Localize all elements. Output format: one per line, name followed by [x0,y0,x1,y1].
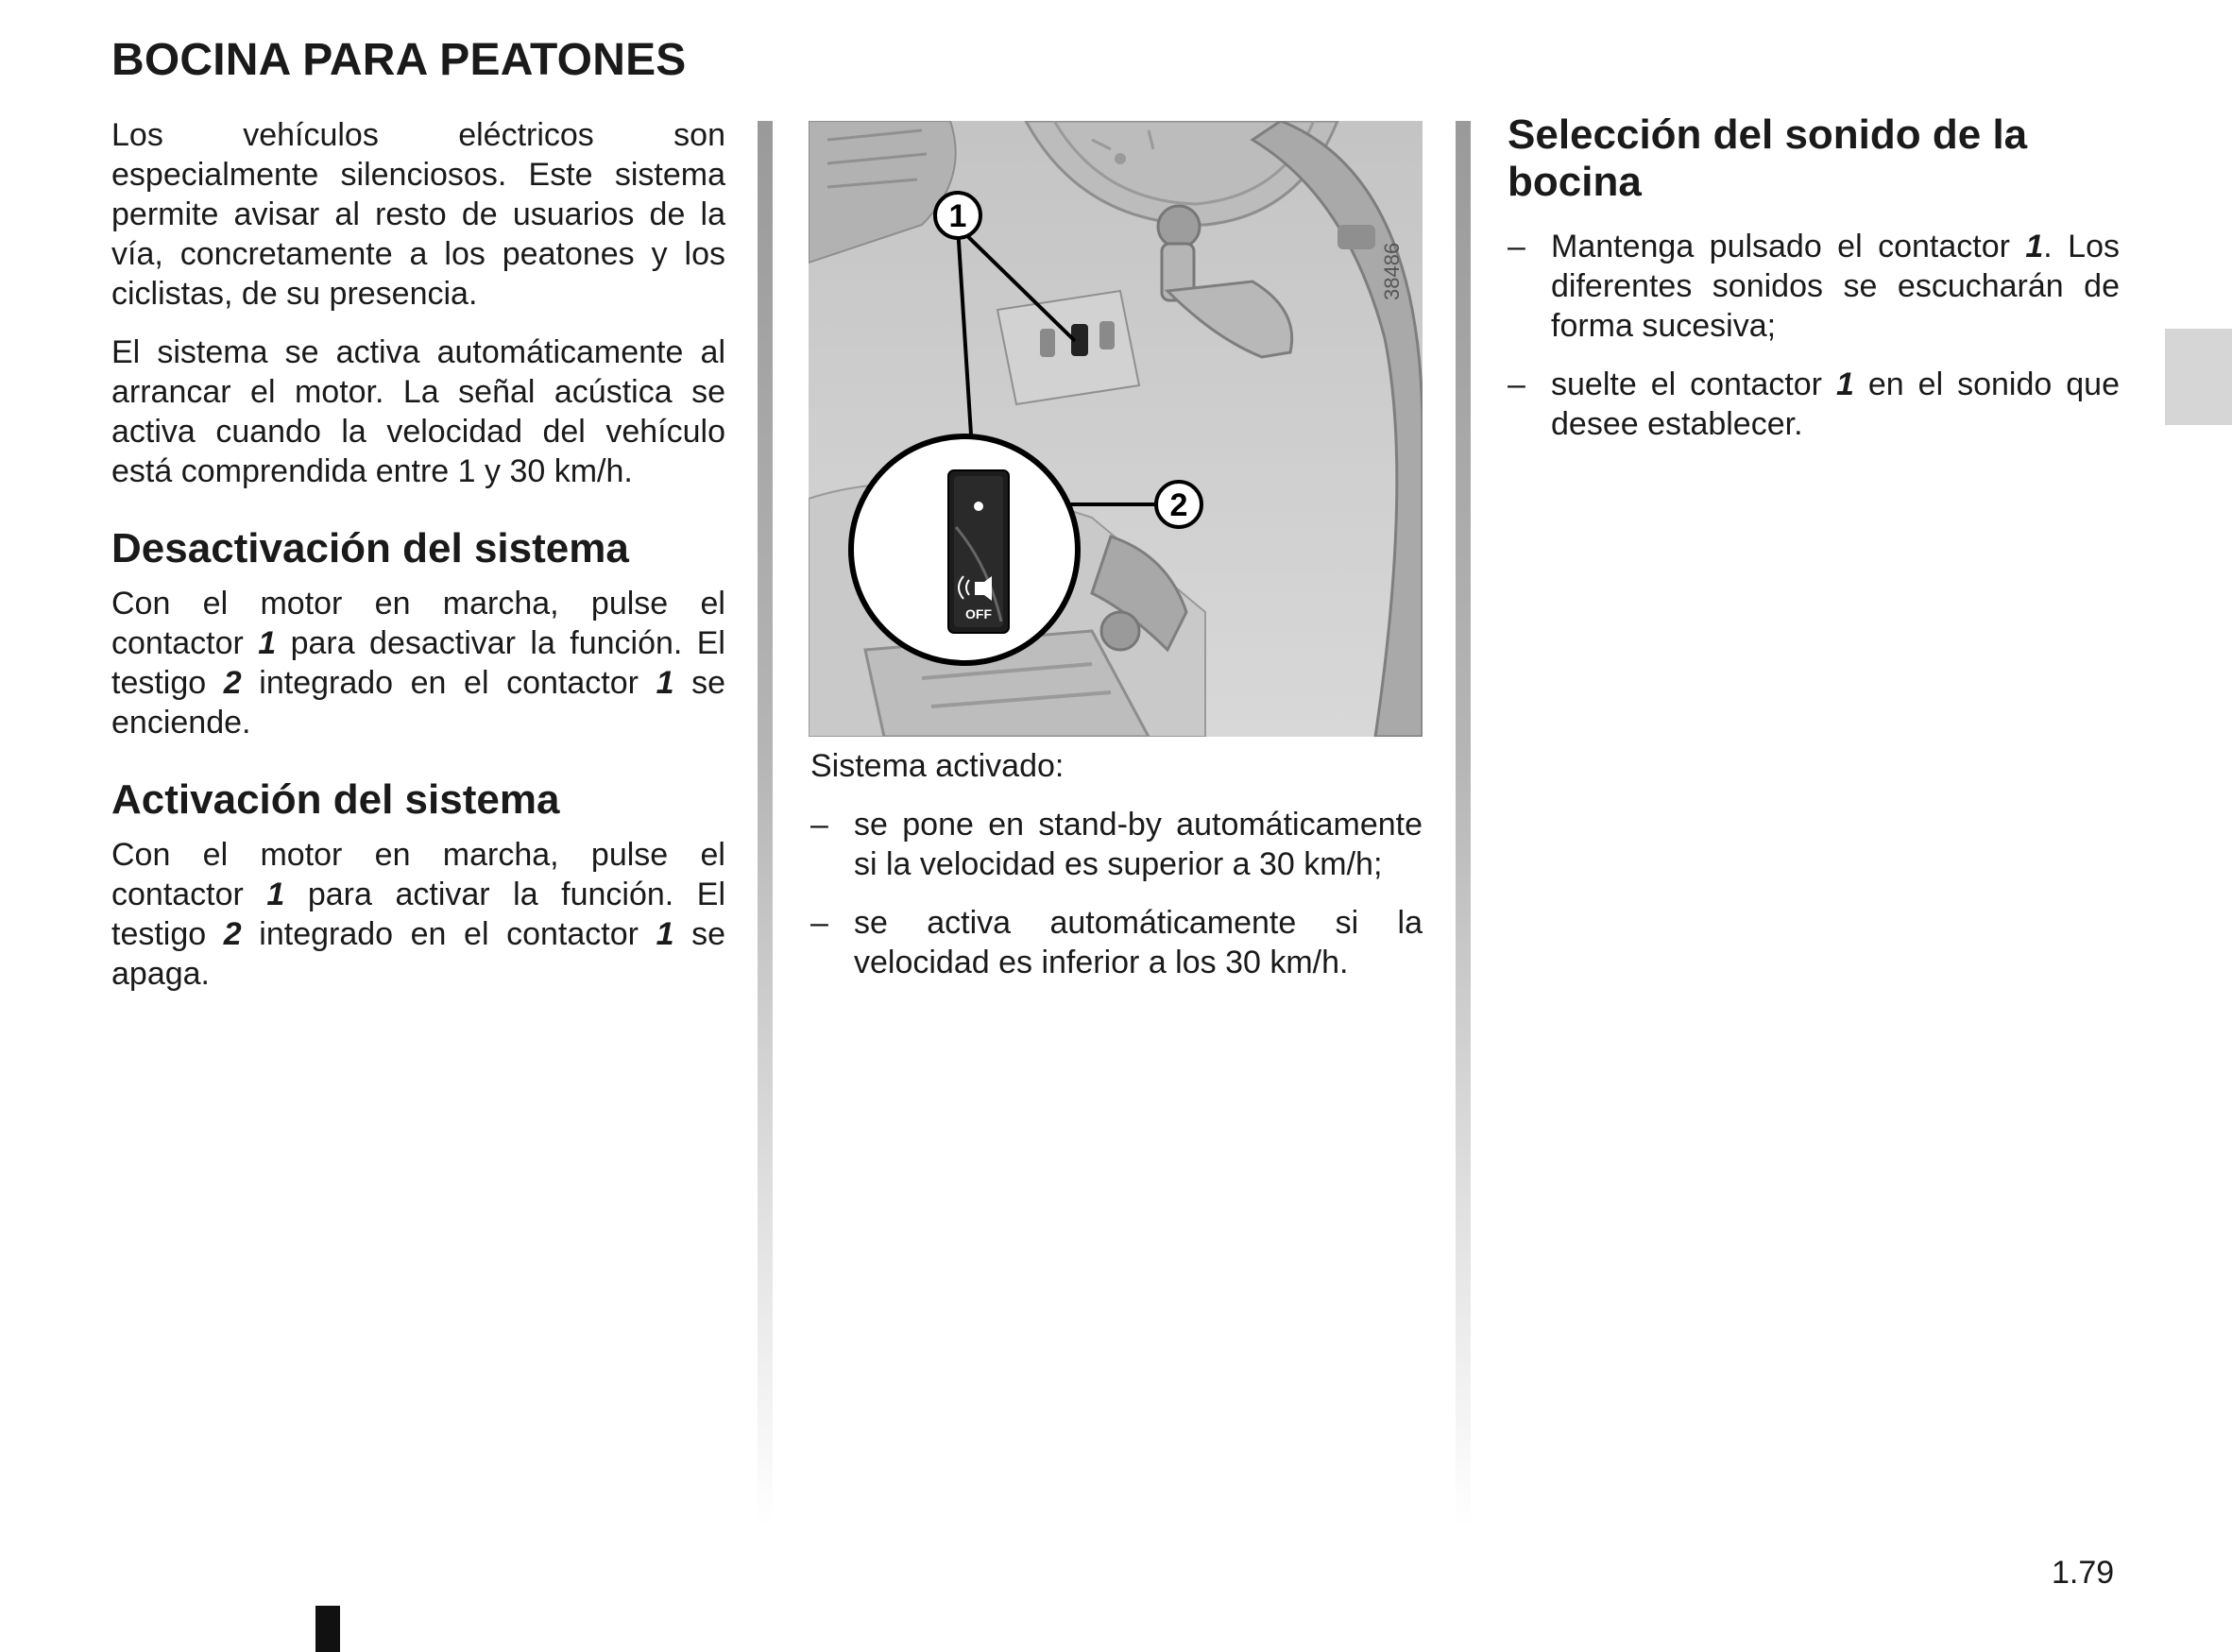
list-item: – se activa automáticamente si la velocidad es inferior a los 30 km/h. [810,903,1423,982]
callout-2-label: 2 [1169,487,1188,523]
text-run: se apaga. [111,916,725,992]
page-marker [315,1606,340,1652]
figure-reference-code: 38486 [1380,242,1404,300]
list-item [1508,365,2120,444]
text-run: integrado en el contactor [241,665,656,701]
activation-heading: Activación del sistema [111,776,560,823]
ref-contactor-1: 1 [2025,229,2044,264]
column-separator-left [758,121,773,1528]
indicator-light-2 [974,502,983,511]
ref-contactor-1: 1 [1835,366,1854,402]
list-item: – se pone en stand-by automáticamente si la velocidad es superior a 30 km/h; [810,805,1423,884]
ref-contactor-1: 1 [656,665,674,701]
text-run: para activar la función. El testigo [111,877,725,952]
intro-paragraph-1: Los vehículos eléctricos son especialmente silenciosos. Este sistema permite avisar al resto de usuarios de la vía, concretamente a los peatones y los ciclistas, de su presencia. [111,117,725,312]
ref-contactor-1: 1 [258,625,277,661]
column-left [111,115,725,1013]
text-run: en el sonido que desee establecer. [1551,366,2120,442]
ref-indicator-2: 2 [223,665,242,701]
section-thumb-tab [2165,329,2232,425]
text-run: integrado en el contactor [241,916,656,952]
ref-contactor-1: 1 [266,877,285,912]
page-number: 1.79 [2052,1555,2115,1591]
column-separator-right [1456,121,1471,1528]
text-run: suelte el contactor [1551,366,1836,402]
list-item [1508,227,2120,346]
page-title: BOCINA PARA PEATONES [111,35,687,85]
text-run: Mantenga pulsado el contactor [1551,229,2026,264]
dashboard-illustration [809,121,1423,737]
intro-paragraph-2: El sistema se activa automáticamente al arrancar el motor. La señal acústica se activa cuando la velocidad del vehículo está comprendida entre 1 y 30 km/h. [111,334,725,489]
switch-off-label: OFF [965,606,992,622]
text-run: se enciende. [111,665,725,741]
sound-selection-list [1508,227,2120,444]
figure-caption: Sistema activado: [810,748,1065,784]
callout-1-label: 1 [948,198,967,234]
activation-paragraph [111,835,725,994]
dashboard-drawing [809,121,1423,737]
text-run: . Los diferentes sonidos se escucharán de forma sucesiva; [1551,229,2120,344]
text-run: Con el motor en marcha, pulse el contactor [111,837,725,912]
column-middle [810,746,1423,1001]
column-right [1508,111,2120,463]
sound-selection-heading: Selección del sonido de la bocina [1508,111,2028,205]
text-run: para desactivar la función. El testigo [111,625,725,701]
ref-contactor-1: 1 [656,916,674,952]
text-run: Con el motor en marcha, pulse el contactor [111,586,725,661]
deactivation-paragraph [111,584,725,742]
activated-system-list [810,805,1423,982]
deactivation-heading: Desactivación del sistema [111,525,629,571]
ref-indicator-2: 2 [223,916,242,952]
